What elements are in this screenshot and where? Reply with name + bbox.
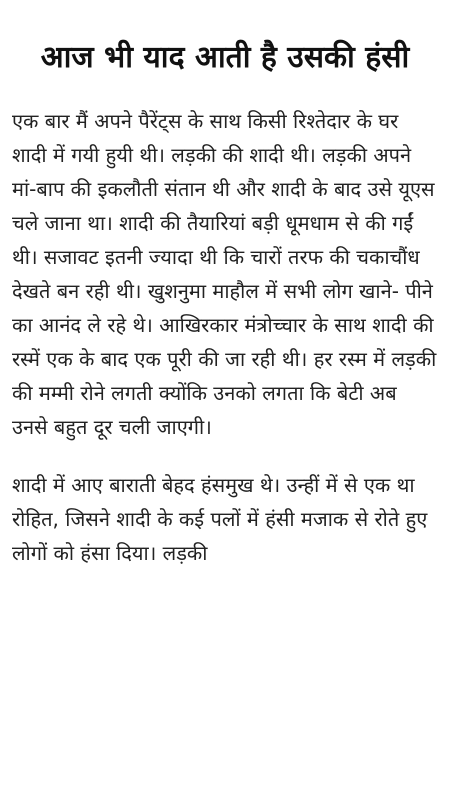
- article-paragraph: शादी में आए बाराती बेहद हंसमुख थे। उन्हीं में से एक था रोहित, जिसने शादी के कई पलों में हंसी मजाक से रोते हुए लोगों को हंसा दिया। लड़की: [12, 473, 428, 565]
- article-title: आज भी याद आती है उसकी हंसी: [40, 40, 410, 75]
- article-paragraph: एक बार मैं अपने पैरेंट्स के साथ किसी रिश्तेदार के घर शादी में गयी हुयी थी। लड़की की शादी थी। लड़की अपने मां-बाप की इकलौती संतान थी और शादी के बाद उसे यूएस चले जाना था। शादी की तैयारियां बड़ी धूमधाम से की गईं थी। सजावट इतनी ज्यादा थी कि चारों तरफ की चकाचौंध देखते बन रही थी। खुशनुमा माहौल में सभी लोग खाने- पीने का आनंद ले रहे थे। आखिरकार मंत्रोच्चार के साथ शादी की रस्में एक के बाद एक पूरी की जा रही थी। हर रस्म में लड़की की मम्मी रोने लगती क्योंकि उनको लगता कि बेटी अब उनसे बहुत दूर चली जाएगी।: [12, 109, 437, 439]
